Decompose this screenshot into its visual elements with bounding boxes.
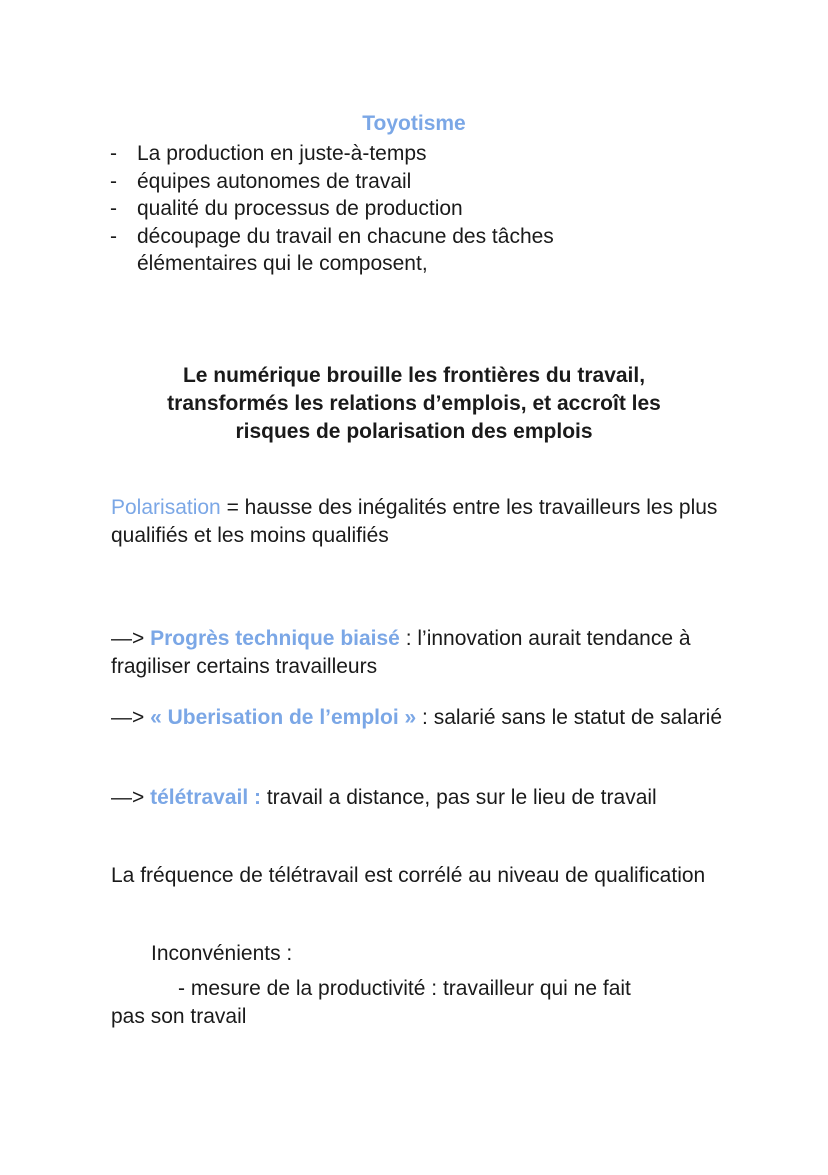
section-heading <box>100 362 728 446</box>
toyotisme-heading: Toyotisme <box>362 112 466 135</box>
point-term: télétravail : <box>150 786 261 809</box>
arrow-marker: —> <box>111 706 151 729</box>
section-heading-line: Le numérique brouille les frontières du travail, <box>182 364 646 387</box>
point-text: travail a distance, pas sur le lieu de travail <box>261 786 657 809</box>
point-text: : l’innovation aurait tendance à fragiliser certains travailleurs <box>111 627 691 678</box>
section-heading-line: risques de polarisation des emplois <box>235 420 593 443</box>
list-item <box>110 140 730 168</box>
bullet-dash: - <box>110 224 117 248</box>
bullet-dash: - <box>110 169 117 193</box>
bullet-dash: - <box>110 142 117 165</box>
point-progres-technique <box>111 625 731 681</box>
inconvenients-item-line: pas son travail <box>111 1005 247 1028</box>
inconvenients-label: Inconvénients : <box>151 942 293 965</box>
bullet-text: qualité du processus de production <box>137 197 463 220</box>
list-item <box>110 195 730 223</box>
inconvenients-item <box>111 975 731 1031</box>
arrow-marker: —> <box>111 786 151 809</box>
point-term: Progrès technique biaisé <box>150 627 400 650</box>
bullet-text: La production en juste-à-temps <box>137 142 427 165</box>
list-item <box>110 223 657 278</box>
point-uberisation <box>111 704 731 732</box>
arrow-marker: —> <box>111 627 151 650</box>
list-item <box>110 168 730 196</box>
section-heading-line: transformés les relations d’emplois, et accroît les <box>167 392 661 415</box>
polarisation-term: Polarisation <box>111 496 221 519</box>
polarisation-definition <box>111 494 731 550</box>
bullet-dash: - <box>110 197 117 220</box>
inconvenients-item-line: - mesure de la productivité : travailleur qui ne fait <box>178 977 631 1000</box>
point-term: « Uberisation de l’emploi » <box>150 706 417 729</box>
polarisation-text: = hausse des inégalités entre les travailleurs les plus qualifiés et les moins qualifiés <box>111 496 718 547</box>
bullet-text: découpage du travail en chacune des tâches élémentaires qui le composent, <box>137 224 554 275</box>
frequence-paragraph: La fréquence de télétravail est corrélé au niveau de qualification <box>111 864 706 887</box>
bullet-text: équipes autonomes de travail <box>137 169 412 193</box>
point-text: : salarié sans le statut de salarié <box>416 706 723 729</box>
point-teletravail <box>111 784 731 812</box>
toyotisme-bullet-list <box>110 140 730 278</box>
